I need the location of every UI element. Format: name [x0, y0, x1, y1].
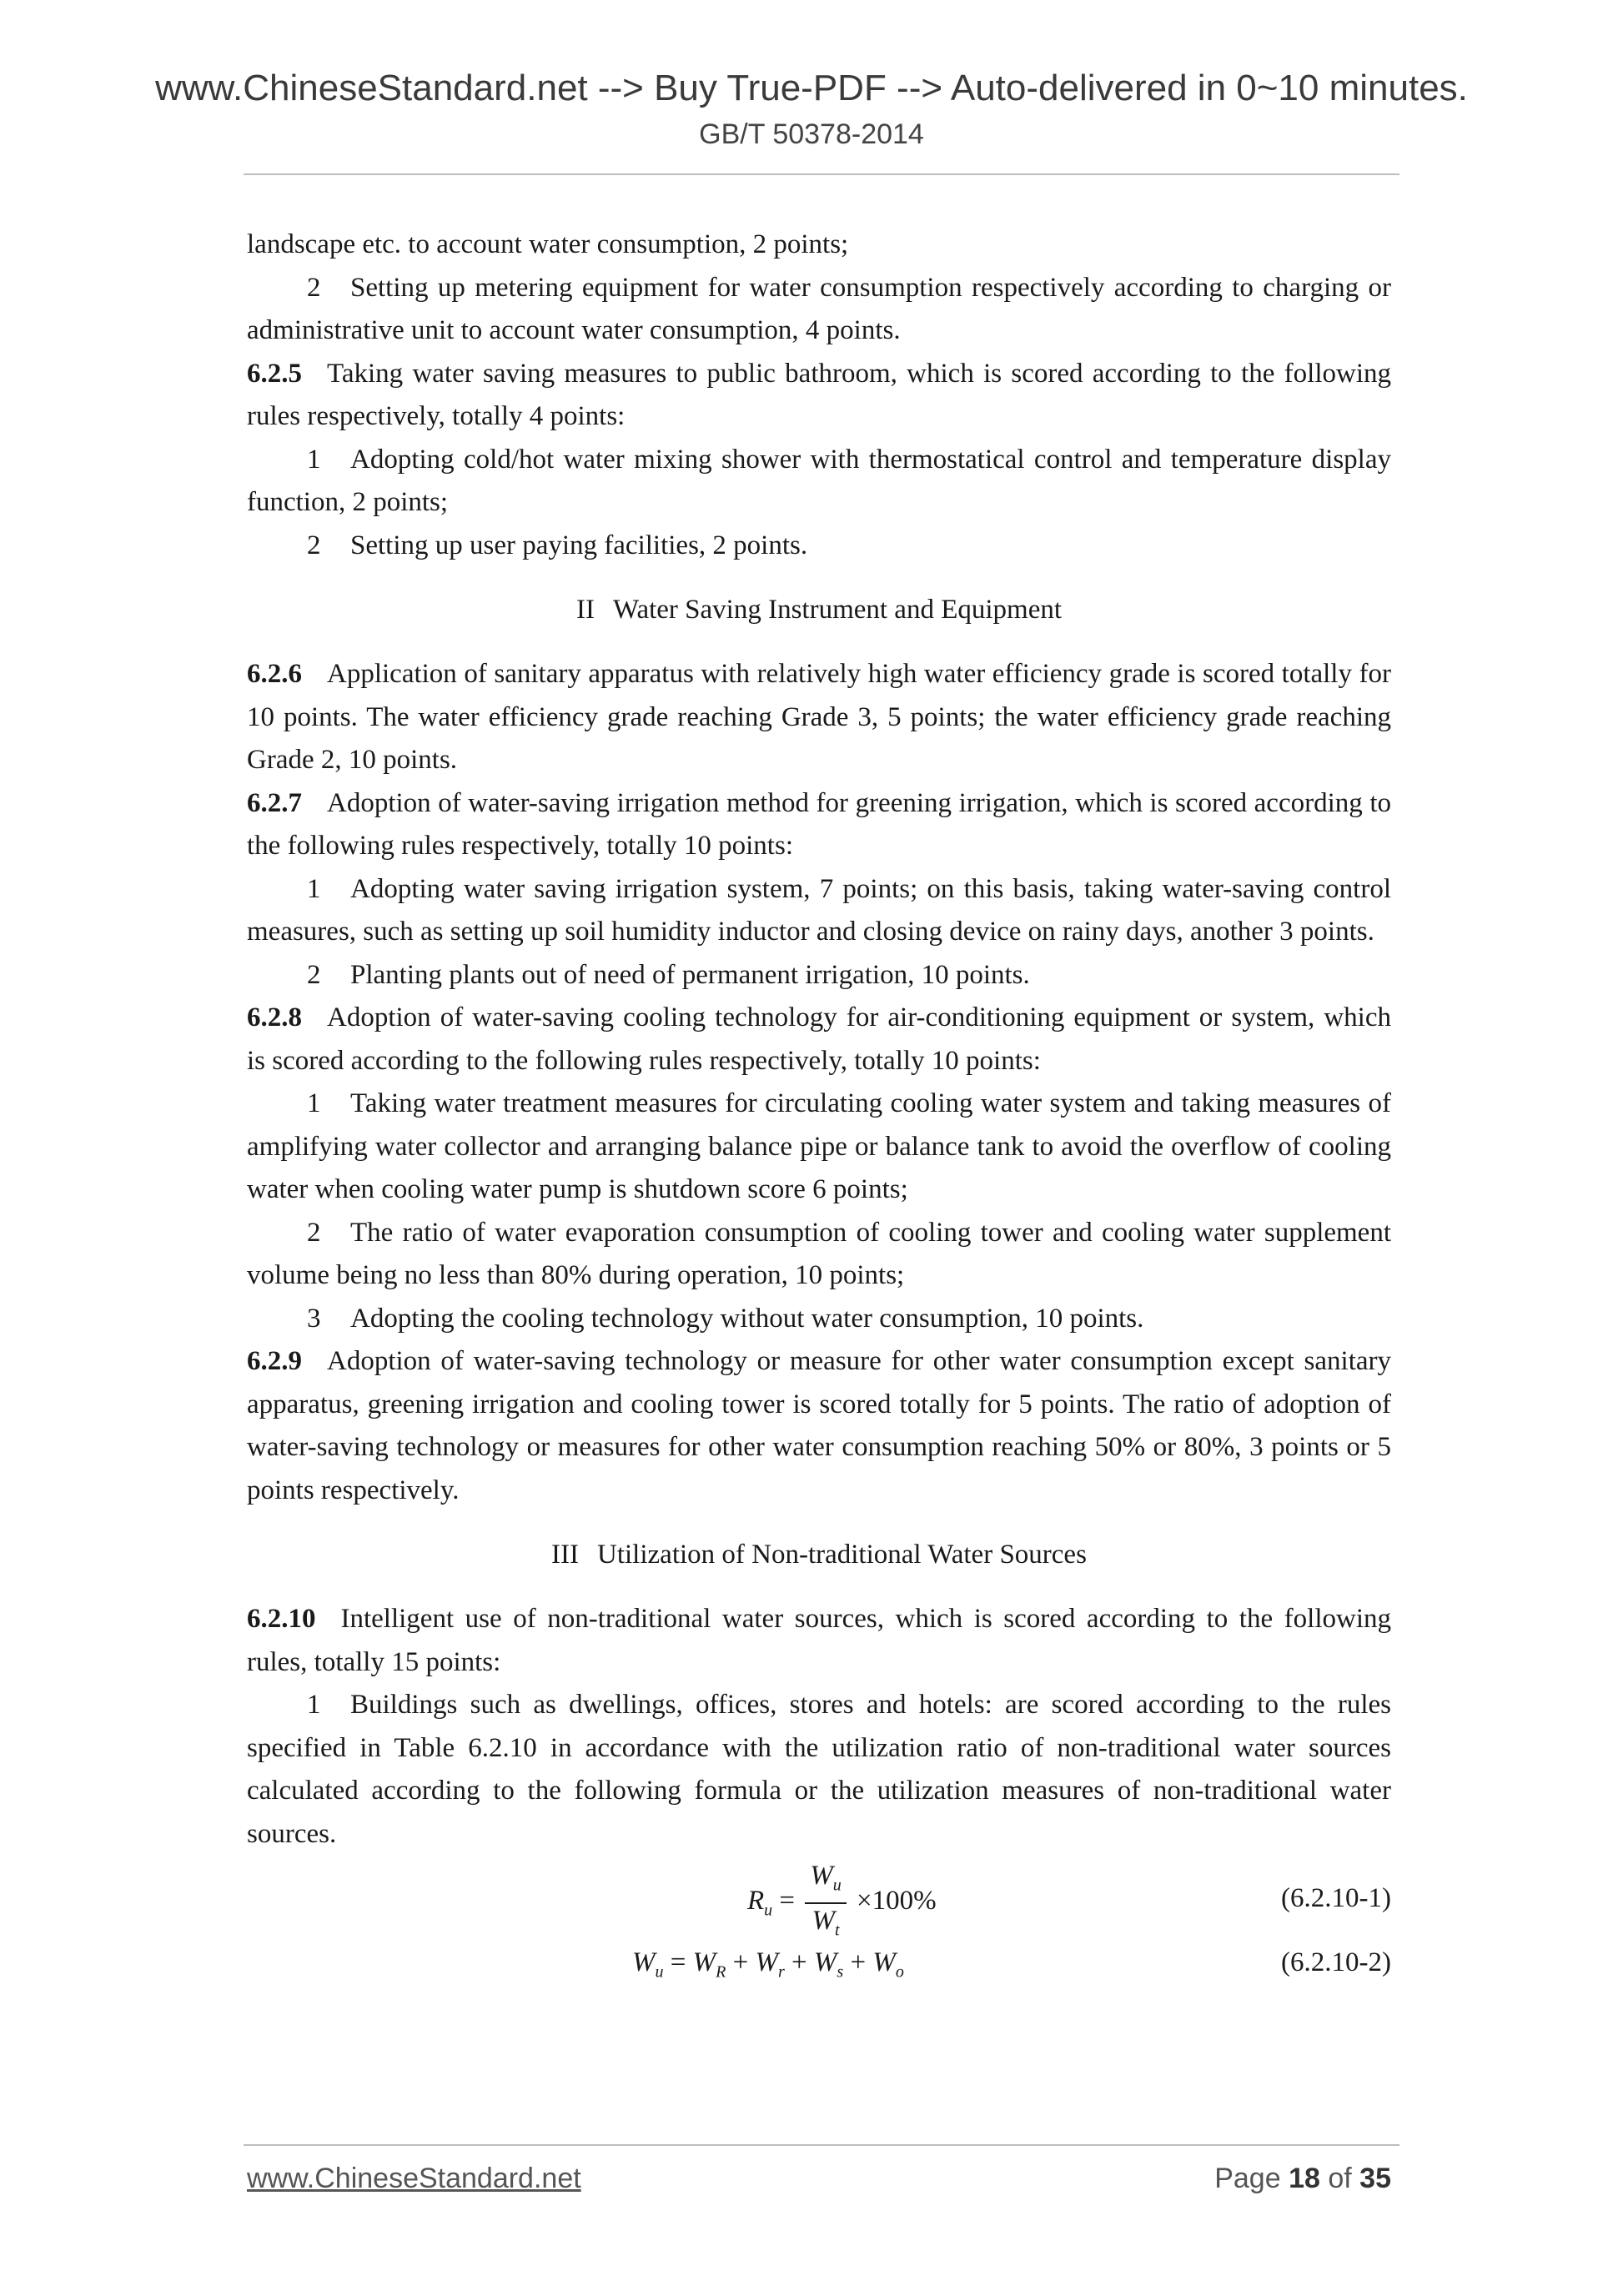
footer-site-link[interactable]: www.ChineseStandard.net	[247, 2163, 581, 2194]
formula-expression	[632, 1942, 904, 1994]
item-text: Adopting the cooling technology without water consumption, 10 points.	[350, 1303, 1144, 1334]
list-item	[247, 439, 1391, 525]
formula-plus: +	[850, 1947, 867, 1977]
page-header	[0, 65, 1623, 153]
formula-expression	[747, 1859, 937, 1947]
clause-6-2-6	[247, 653, 1391, 782]
item-text: Setting up user paying facilities, 2 points.	[350, 530, 808, 560]
list-item	[247, 1212, 1391, 1298]
formula-equals: =	[670, 1947, 686, 1977]
formula-number: (6.2.10-1)	[1281, 1883, 1391, 1913]
item-number: 1	[307, 873, 321, 904]
header-divider	[244, 173, 1399, 175]
clause-text: Adoption of water-saving irrigation method for greening irrigation, which is scored according to the following rules respectively, totally 10 points:	[247, 787, 1391, 861]
clause-number: 6.2.8	[247, 1002, 302, 1032]
item-number: 2	[307, 272, 321, 303]
clause-text: Taking water saving measures to public bathroom, which is scored according to the following rules respectively, totally 4 points:	[247, 358, 1391, 431]
list-item	[247, 868, 1391, 954]
item-text: Taking water treatment measures for circulating cooling water system and taking measures of amplifying water collector and arranging balance pipe or balance tank to avoid the overflow of cooling water when cooling water pump is shutdown score 6 points;	[247, 1088, 1391, 1204]
formula-multiplier: ×100%	[857, 1886, 937, 1917]
list-item	[247, 954, 1391, 997]
section-title: Utilization of Non-traditional Water Sources	[597, 1539, 1087, 1570]
item-number: 1	[307, 444, 321, 475]
formula-term: $W_o$	[872, 1947, 904, 1982]
current-page: 18	[1289, 2163, 1320, 2194]
formula-term: $W_r$	[755, 1947, 785, 1982]
section-title: Water Saving Instrument and Equipment	[612, 594, 1063, 625]
clause-6-2-7	[247, 782, 1391, 868]
item-text: Adopting cold/hot water mixing shower with thermostatical control and temperature display function, 2 points;	[247, 444, 1391, 517]
page-indicator: Page 18 of 35	[1214, 2163, 1391, 2194]
list-item	[247, 1083, 1391, 1212]
item-number: 2	[307, 530, 321, 560]
section-heading-iii	[247, 1512, 1391, 1598]
fraction-numerator: $W_u$	[805, 1859, 847, 1904]
list-item	[247, 267, 1391, 353]
paragraph-continuation: landscape etc. to account water consumption, 2 points;	[247, 229, 849, 259]
clause-text: Application of sanitary apparatus with relatively high water efficiency grade is scored totally for 10 points. The water efficiency grade reaching Grade 3, 5 points; the water efficiency grade reaching Grade 2, 10 points.	[247, 659, 1391, 775]
item-text: The ratio of water evaporation consumption of cooling tower and cooling water supplement volume being no less than 80% during operation, 10 points;	[247, 1217, 1391, 1290]
formula-term: $W_u$	[632, 1947, 664, 1982]
item-number: 3	[307, 1303, 321, 1334]
formula-lhs: $R_u$	[747, 1886, 773, 1920]
formula-fraction	[805, 1859, 847, 1947]
item-text: Buildings such as dwellings, offices, stores and hotels: are scored according to the rules specified in Table 6.2.10 in accordance with the utilization ratio of non-traditional water sources calculated according to the following formula or the utilization measures of non-traditional water sources.	[247, 1690, 1391, 1849]
item-text: Planting plants out of need of permanent irrigation, 10 points.	[350, 959, 1030, 990]
clause-6-2-10	[247, 1598, 1391, 1684]
formula-term: $W_R$	[692, 1947, 726, 1982]
section-number: III	[551, 1539, 580, 1570]
clause-number: 6.2.7	[247, 787, 302, 818]
formula-equals: =	[779, 1886, 796, 1917]
document-body	[247, 224, 1391, 1985]
item-number: 1	[307, 1690, 321, 1720]
item-number: 2	[307, 959, 321, 990]
standard-number: GB/T 50378-2014	[699, 118, 924, 150]
footer-divider	[244, 2144, 1399, 2146]
formula-plus: +	[791, 1947, 807, 1977]
clause-text: Adoption of water-saving cooling technology for air-conditioning equipment or system, which is scored according to the following rules respectively, totally 10 points:	[247, 1002, 1391, 1076]
clause-number: 6.2.5	[247, 358, 302, 389]
item-text: Adopting water saving irrigation system, 7 points; on this basis, taking water-saving control measures, such as setting up soil humidity inductor and closing device on rainy days, another 3 points.	[247, 873, 1391, 947]
list-item	[247, 1298, 1391, 1341]
clause-6-2-9	[247, 1340, 1391, 1512]
clause-6-2-8	[247, 997, 1391, 1083]
fraction-denominator: $W_t$	[812, 1905, 840, 1940]
clause-number: 6.2.6	[247, 659, 302, 689]
list-item	[247, 525, 1391, 568]
section-number: II	[575, 594, 595, 625]
formula-6-2-10-1	[247, 1856, 1391, 1942]
formula-plus: +	[732, 1947, 749, 1977]
item-number: 2	[307, 1217, 321, 1248]
header-banner: www.ChineseStandard.net --> Buy True-PDF --> Auto-delivered in 0~10 minutes.	[155, 68, 1468, 108]
list-item	[247, 1684, 1391, 1856]
formula-term: $W_s$	[813, 1947, 844, 1982]
section-heading-ii	[247, 567, 1391, 653]
clause-text: Adoption of water-saving technology or measure for other water consumption except sanitary apparatus, greening irrigation and cooling tower is scored totally for 5 points. The ratio of adoption of water-saving technology or measures for other water consumption reaching 50% or 80%, 3 points or 5 points respectively.	[247, 1346, 1391, 1505]
item-text: Setting up metering equipment for water consumption respectively according to charging or administrative unit to account water consumption, 4 points.	[247, 272, 1391, 345]
clause-number: 6.2.10	[247, 1604, 316, 1634]
formula-6-2-10-2	[247, 1942, 1391, 1985]
clause-6-2-5	[247, 353, 1391, 439]
item-number: 1	[307, 1088, 321, 1118]
total-pages: 35	[1359, 2163, 1391, 2194]
clause-text: Intelligent use of non-traditional water sources, which is scored according to the following rules, totally 15 points:	[247, 1604, 1391, 1677]
formula-number: (6.2.10-2)	[1281, 1947, 1391, 1977]
clause-number: 6.2.9	[247, 1346, 302, 1376]
